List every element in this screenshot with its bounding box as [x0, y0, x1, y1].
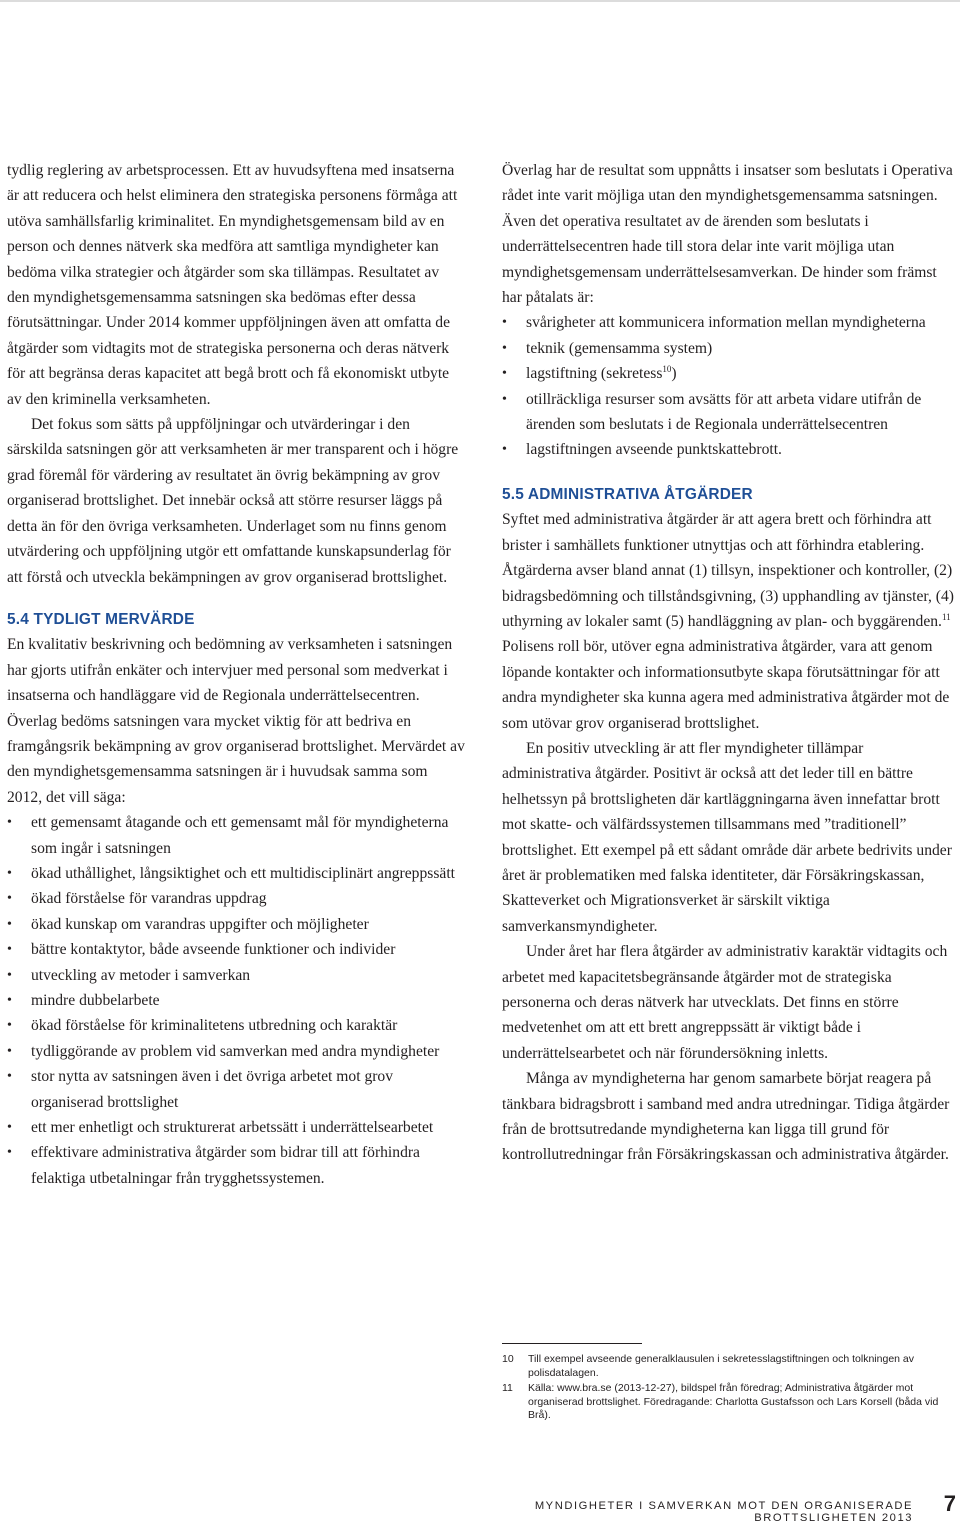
- paragraph: Överlag har de resultat som uppnåtts i insatser som beslutats i Operativa rådet inte varit möjliga utan den myndighetsgemensamma satsningen. Även det operativa resultatet av de ärenden som beslutats i underrättelsecentren hade till stora delar inte varit möjliga utan myndighetsgemensam underrättelsesamverkan. De hinder som främst har påtalats är:: [502, 162, 953, 307]
- paragraph: Det fokus som sätts på uppföljningar och utvärderingar i den särskilda satsningen gör att verksamheten är mer transparent och i högre grad föremål för värdering av resultatet än övrig bekämpning av grov organiserad brottslighet. Det innebär också att större resurser läggs på detta än för den övriga verksamheten. Underlaget som nu finns genom utvärdering och uppföljning utgör ett omfattande kunskapsunderlag för att förstå och utveckla bekämpningen av grov organiserad brottslighet.: [7, 416, 459, 586]
- list-item: • otillräckliga resurser som avsätts för att arbeta vidare utifrån de ärenden som beslutats i de Regionala underrättelsecentren: [502, 387, 954, 438]
- paragraph: En kvalitativ beskrivning och bedömning av verksamheten i satsningen har gjorts utifrån enkäter och intervjuer med personal som medverkat i insatserna och handläggare vid de Regionala underrättelsecentren. Överlag bedöms satsningen vara mycket viktig för att bedriva en framgångsrik bekämpning av grov organiserad brottslighet. Mervärdet av den myndighetsgemensamma satsningen är i huvudsak samma som 2012, det vill säga:: [7, 636, 465, 806]
- footnote-number: 11: [502, 1382, 513, 1395]
- bullet-list: [7, 810, 465, 1191]
- list-item: • ökad kunskap om varandras uppgifter och möjligheter: [7, 912, 465, 937]
- footnote: [502, 1382, 952, 1423]
- paragraph: Under året har flera åtgärder av administrativ karaktär vidtagits och arbetet med kapacitetsbegränsande åtgärder mot de strategiska personerna och deras nätverk har utvecklats. Det finns en större medvetenhet om att ett brett angreppssätt är viktigt både i underrättelsearbetet och när förundersökning inletts.: [502, 943, 948, 1062]
- footnote-text: Till exempel avseende generalklausulen i sekretesslagstiftningen och tolkningen av polisdatalagen.: [528, 1353, 915, 1379]
- paragraph-text: Polisens roll bör, utöver egna administrativa åtgärder, vara att genom löpande kontakter och informationsutbyte skapa förutsättningar för att andra myndigheter ska kunna agera med administrativa åtgärder mot de som utövar grov organiserad brottslighet.: [502, 638, 950, 732]
- list-item-text-end: ): [671, 365, 677, 383]
- running-footer: MYNDIGHETER I SAMVERKAN MOT DEN ORGANISERADE BROTTSLIGHETEN 2013: [534, 1500, 913, 1524]
- list-item: [502, 361, 954, 386]
- left-column: [7, 158, 465, 1191]
- list-item: • mindre dubbelarbete: [7, 988, 465, 1013]
- section-heading: 5.5 ADMINISTRATIVA ÅTGÄRDER: [502, 485, 753, 503]
- list-item: • teknik (gemensamma system): [502, 336, 954, 361]
- list-item: • effektivare administrativa åtgärder som bidrar till att förhindra felaktiga utbetalningar från trygghetssystemen.: [7, 1140, 465, 1191]
- paragraph-text: Syftet med administrativa åtgärder är att agera brett och förhindra att brister i samhällets funktioner utnyttjas och att förhindra etablering. Åtgärderna avser bland annat (1) tillsyn, inspektioner och kontroller, (2) bidragsbedömning och tillståndsgivning, (3) upphandling av tjänster, (4) uthyrning av lokaler samt (5) handläggning av plan- och byggärenden.: [502, 511, 954, 630]
- paragraph: En positiv utveckling är att fler myndigheter tillämpar administrativa åtgärder. Positivt är också att det leder till en bättre helhetssyn på brottsligheten där kartläggningarna även innefattar brott mot skatte- och välfärdssystemen tillsammans med ”traditionell” brottslighet. Ett exempel på ett sådant område där arbete bedrivits under året är problematiken med falska identiteter, där Försäkringskassan, Skatteverket och Migrationsverket är särskilt viktiga samverkansmyndigheter.: [502, 739, 952, 935]
- paragraph: Många av myndigheterna har genom samarbete börjat reagera på tänkbara bidragsbrott i samband med andra utredningar. Tidiga åtgärder från de brottsutredande myndigheterna kan ligga till grund för kontrollutredningar från Försäkringskassan och administrativa åtgärder.: [502, 1070, 950, 1164]
- footnotes: [502, 1353, 952, 1425]
- footnote-text: Källa: www.bra.se (2013-12-27), bildspel från föredrag; Administrativa åtgärder mot organiserad brottslighet. Föredragande: Charlotta Gustafsson och Lars Korsell (båda vid Brå).: [528, 1382, 939, 1422]
- list-item: • lagstiftningen avseende punktskattebrott.: [502, 437, 954, 462]
- page-number: 7: [943, 1491, 956, 1516]
- list-item: • utveckling av metoder i samverkan: [7, 963, 465, 988]
- paragraph: tydlig reglering av arbetsprocessen. Ett av huvudsyftena med insatserna är att reducera och helst eliminera den strategiska personens förmåga att utöva samhällsfarlig kriminalitet. En myndighetsgemensam bild av en person och dennes nätverk ska medföra att samtliga myndigheter kan bedöma vilka strategier och åtgärder som ska tillämpas. Resultatet av den myndighetsgemensamma satsningen ska bedömas efter dessa förutsättningar. Under 2014 kommer uppföljningen även att omfatta de åtgärder som vidtagits mot de strategiska personerna och deras nätverk för att begränsa deras kapacitet att begå brott och få ekonomiskt utbyte av den kriminella verksamheten.: [7, 162, 458, 408]
- list-item: • ökad uthållighet, långsiktighet och ett multidisciplinärt angreppssätt: [7, 861, 465, 886]
- list-item: • bättre kontaktytor, både avseende funktioner och individer: [7, 937, 465, 962]
- list-item: • stor nytta av satsningen även i det övriga arbetet mot grov organiserad brottslighet: [7, 1064, 465, 1115]
- list-item-text: lagstiftning (sekretess: [526, 365, 663, 383]
- footnote-divider: [502, 1343, 642, 1344]
- section-heading: 5.4 TYDLIGT MERVÄRDE: [7, 610, 195, 628]
- list-item: • tydliggörande av problem vid samverkan med andra myndigheter: [7, 1039, 465, 1064]
- footnote-number: 10: [502, 1353, 514, 1365]
- list-item: • ett mer enhetligt och strukturerat arbetssätt i underrättelsearbetet: [7, 1115, 465, 1140]
- list-item: • ökad förståelse för varandras uppdrag: [7, 886, 465, 911]
- footnote-ref: 10: [662, 364, 672, 375]
- list-item: • svårigheter att kommunicera information mellan myndigheterna: [502, 310, 954, 335]
- list-item: • ett gemensamt åtagande och ett gemensamt mål för myndigheterna som ingår i satsningen: [7, 810, 465, 861]
- top-divider: [0, 0, 960, 2]
- bullet-list: [502, 310, 954, 462]
- list-item: • ökad förståelse för kriminalitetens utbredning och karaktär: [7, 1013, 465, 1038]
- right-column: [502, 158, 954, 1168]
- footnote: [502, 1353, 952, 1380]
- paragraph: [502, 507, 954, 736]
- footnote-ref: 11: [941, 611, 951, 622]
